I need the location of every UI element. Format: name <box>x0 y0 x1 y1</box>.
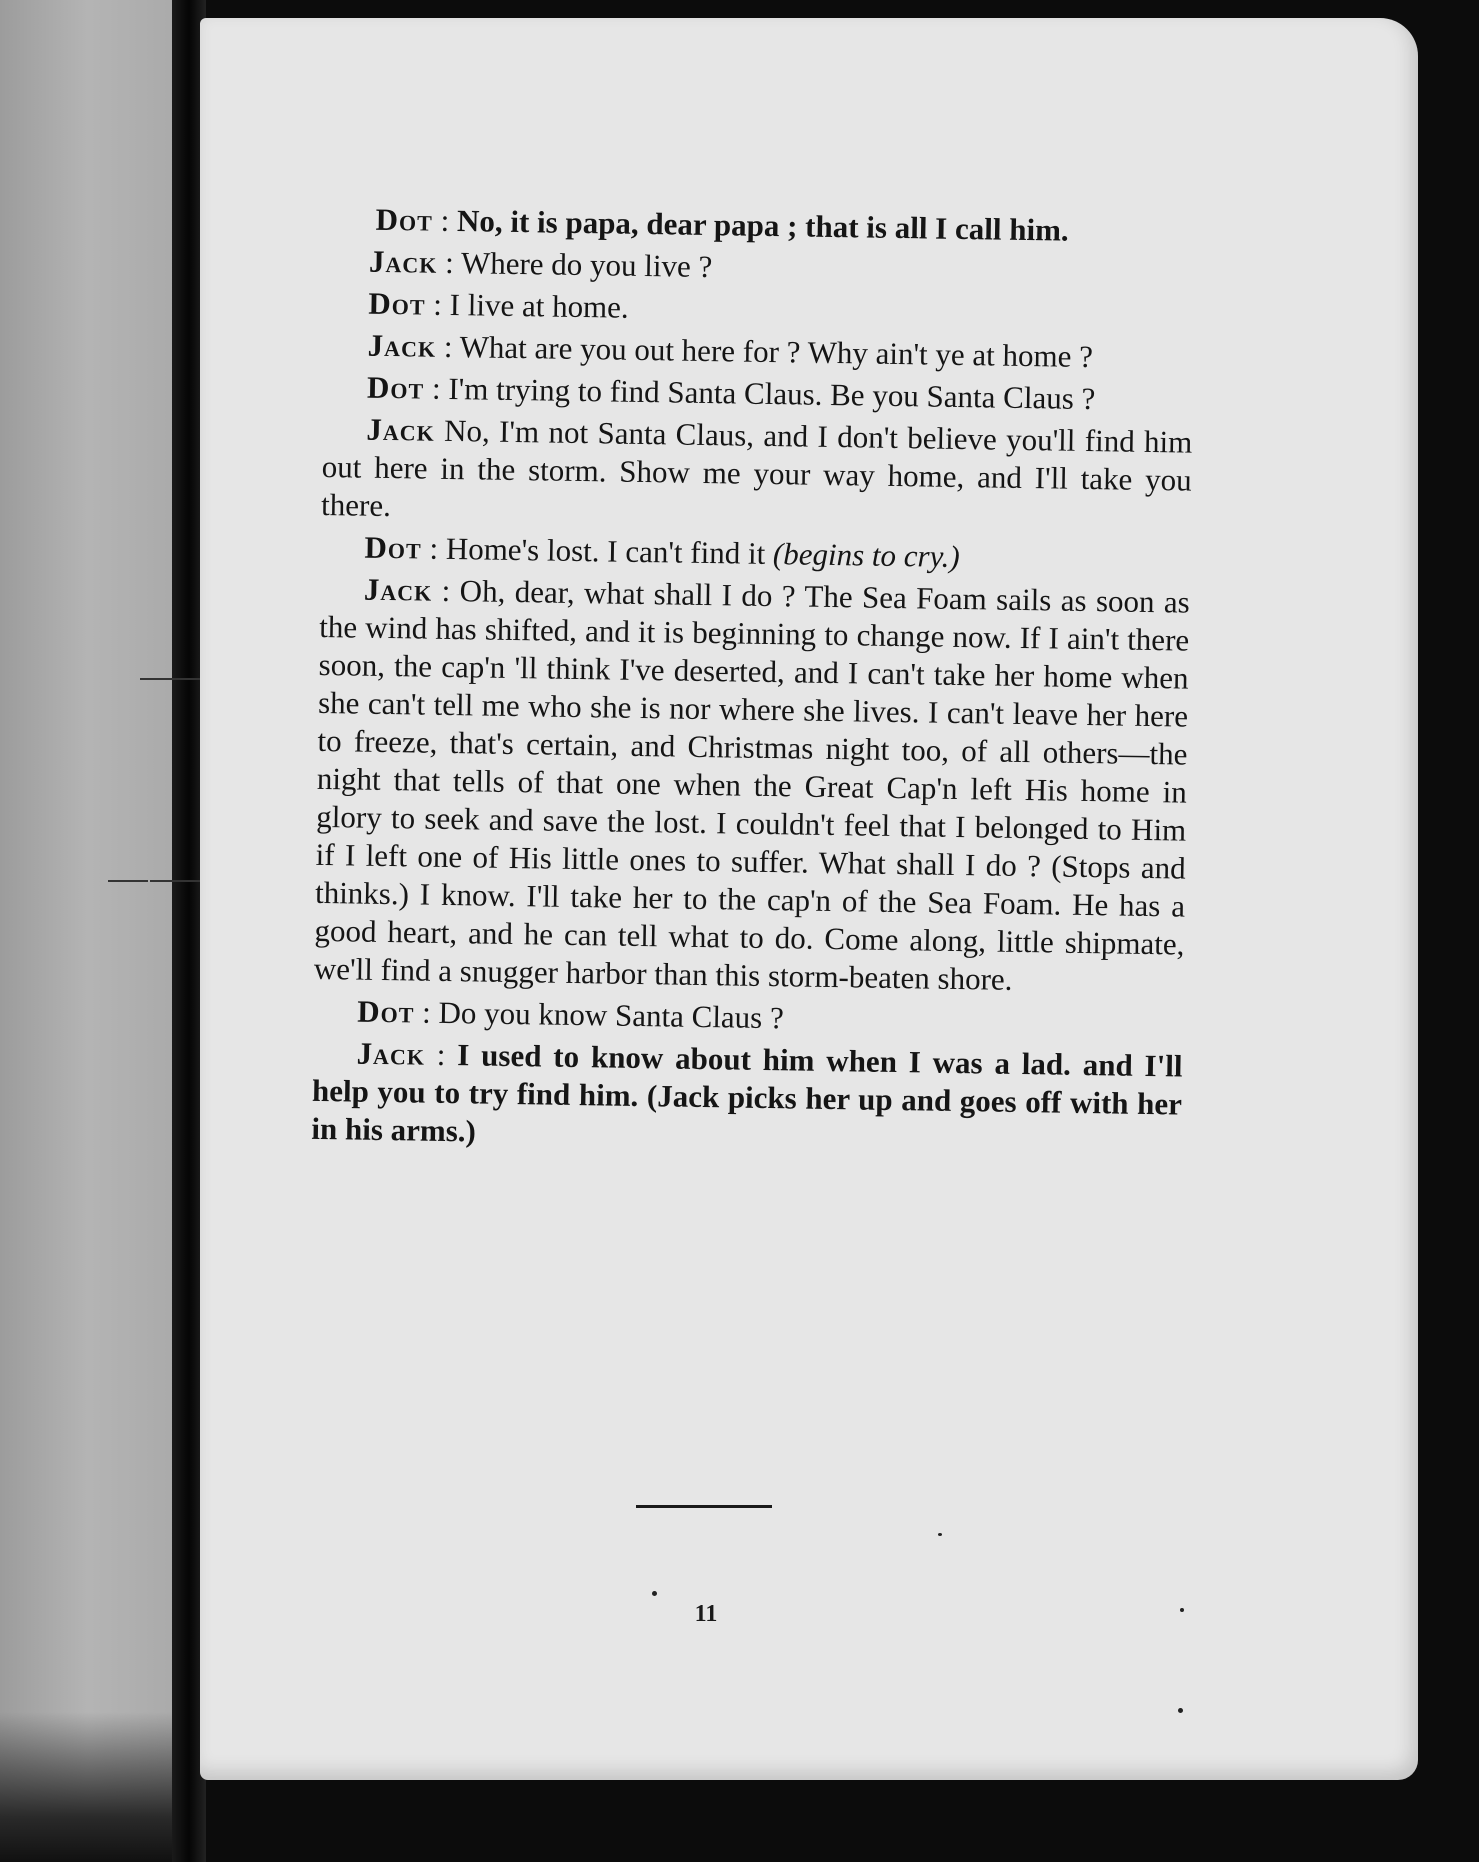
dialogue-line: Oh, dear, what shall I do ? The Sea Foam sails as soon as the wind has shifted, and it is beginning to change now. If I ain't there soon, the cap'n 'll think I've deserted, and I can't take her home when she can't tell me who she is nor where she lives. I can't leave her here to freeze, that's certain, and Christmas night too, of all others—the night that tells of that one when the Great Cap'n left His home in glory to seek and save the lost. I couldn't feel that I belonged to Him if I left one of His little ones to suffer. What shall I do ? (Stops and thinks.) I know. I'll take her to the cap'n of the Sea Foam. He has a good heart, and he can tell what to do. Come along, little shipmate, we'll find a snugger harbor than this storm-beaten shore. <box>313 573 1191 997</box>
dialogue-text <box>311 200 1196 1166</box>
speaker-name: Jack <box>367 327 437 364</box>
paper-speck <box>1180 1608 1184 1612</box>
dialogue-line: No, I'm not Santa Claus, and I don't believe you'll find him out here in the storm. Show me your way home, and I'll take you there. <box>320 412 1193 524</box>
dialogue-paragraph: Dot : I live at home. <box>368 285 630 325</box>
dialogue-paragraph <box>321 410 1193 538</box>
page-crease <box>108 880 148 882</box>
paper-speck <box>938 1533 942 1536</box>
paper-speck <box>1178 1708 1183 1713</box>
dialogue-paragraph: Dot : Do you know Santa Claus ? <box>356 993 785 1036</box>
dialogue-paragraph: Dot : No, it is papa, dear papa ; that is all I call him. <box>375 201 1069 248</box>
dialogue-line: Where do you live ? <box>460 245 713 285</box>
page-number: 11 <box>694 1601 718 1627</box>
speaker-name: Jack <box>363 571 433 608</box>
dialogue-paragraph: Jack : Where do you live ? <box>368 243 713 285</box>
end-rule <box>636 1505 772 1508</box>
dialogue-paragraph: Dot : I'm trying to find Santa Claus. Be you Santa Claus ? <box>366 369 1096 417</box>
dialogue-line: I'm trying to find Santa Claus. Be you Santa Claus ? <box>448 370 1096 417</box>
speaker-name: Jack <box>366 411 436 448</box>
speaker-name: Jack <box>356 1035 426 1072</box>
page-crease <box>150 880 200 882</box>
dialogue-line: What are you out here for ? Why ain't ye at home ? <box>459 329 1094 375</box>
dialogue-line: Do you know Santa Claus ? <box>438 994 785 1036</box>
speaker-name: Dot <box>375 201 434 238</box>
facing-page <box>0 0 195 1862</box>
stage-direction: (begins to cry.) <box>772 536 961 574</box>
dialogue-paragraph: Dot : Home's lost. I can't find it (begins to cry.) <box>364 529 961 574</box>
page-crease <box>140 678 200 680</box>
dialogue-line: I used to know about him when I was a lad. and I'll help you to try find him. (Jack picks her up and goes off with her in his arms.) <box>311 1037 1183 1149</box>
speaker-name: Dot <box>364 529 423 566</box>
speaker-name: Dot <box>366 369 425 406</box>
dialogue-line: No, it is papa, dear papa ; that is all I call him. <box>456 203 1069 248</box>
paper-speck <box>652 1591 657 1596</box>
speaker-name: Dot <box>356 993 415 1030</box>
book-page <box>200 18 1418 1780</box>
dialogue-paragraph: Jack : I used to know about him when I was a lad. and I'll help you to try find him. (Jack picks her up and goes off with her in his arms.) <box>311 1035 1183 1149</box>
speaker-name: Dot <box>368 285 426 322</box>
dialogue-paragraph: Jack : Oh, dear, what shall I do ? The Sea Foam sails as soon as the wind has shifted, and it is beginning to change now. If I ain't there soon, the cap'n 'll think I've deserted, and I can't take her home when she can't tell me who she is nor where she lives. I can't leave her here to freeze, that's certain, and Christmas night too, of all others—the night that tells of that one when the Great Cap'n left His home in glory to seek and save the lost. I couldn't feel that I belonged to Him if I left one of His little ones to suffer. What shall I do ? (Stops and thinks.) I know. I'll take her to the cap'n of the Sea Foam. He has a good heart, and he can tell what to do. Come along, little shipmate, we'll find a snugger harbor than this storm-beaten shore. <box>313 571 1191 997</box>
dialogue-line: Home's lost. I can't find it <box>445 530 766 571</box>
dialogue-paragraph: Jack : What are you out here for ? Why ain't ye at home ? <box>367 327 1094 375</box>
dialogue-line: I live at home. <box>449 286 630 325</box>
speaker-name: Jack <box>368 243 438 280</box>
